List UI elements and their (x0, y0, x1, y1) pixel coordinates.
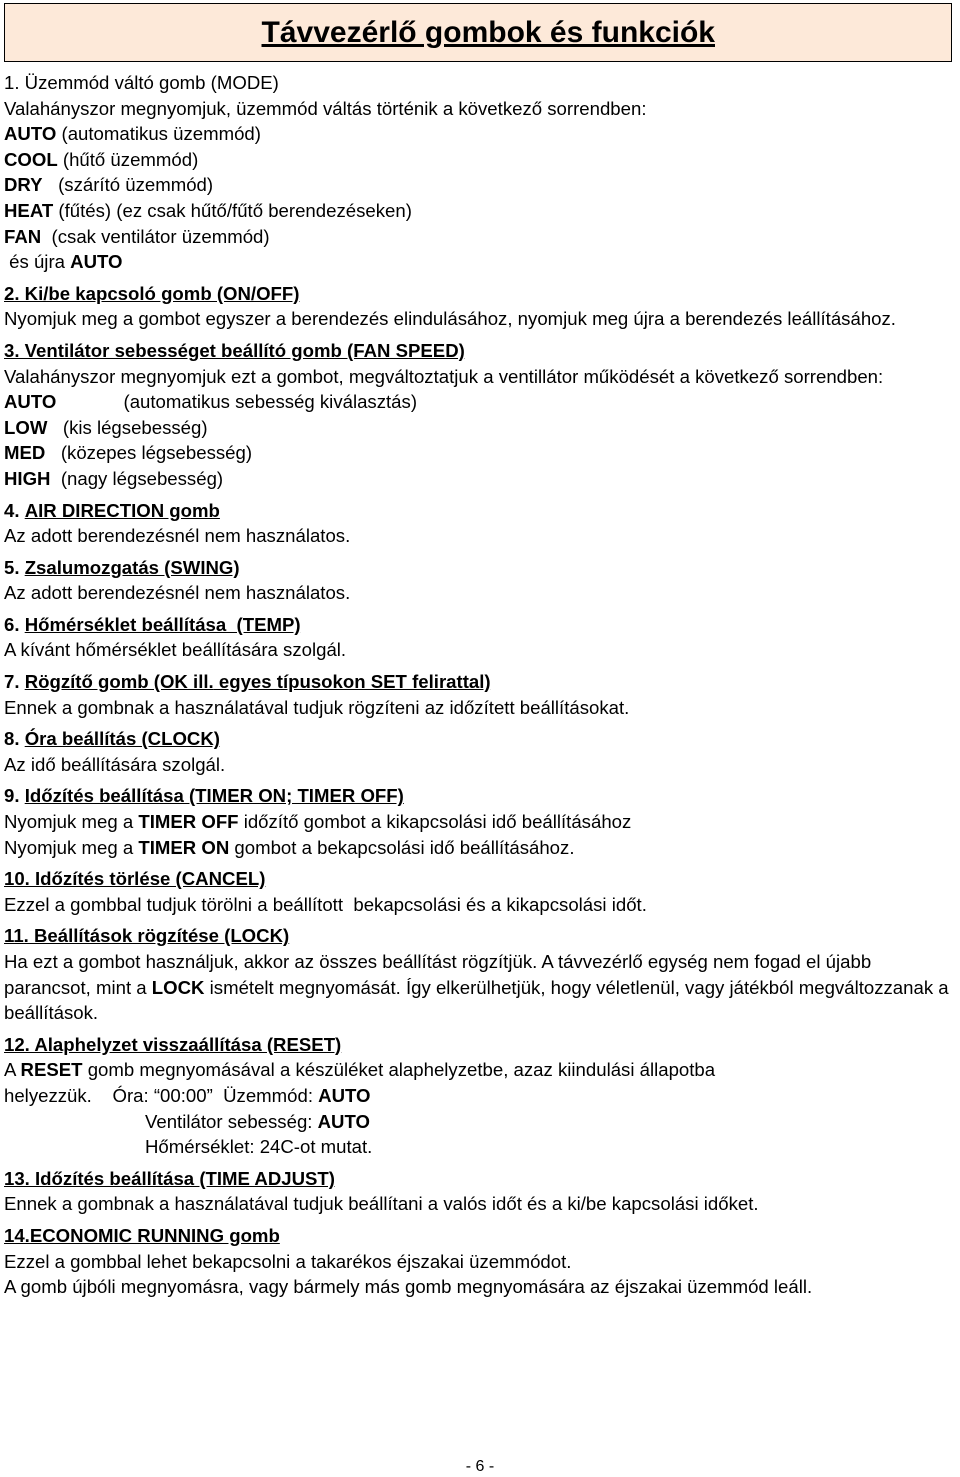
section-text: Nyomjuk meg a TIMER OFF időzítő gombot a kikapcsolási idő beállításához (4, 811, 632, 833)
section-text: Ezzel a gombbal tudjuk törölni a beállított bekapcsolási és a kikapcsolási időt. (4, 893, 647, 915)
section-text: Hőmérséklet: 24C-ot mutat. (145, 1136, 373, 1158)
title-box (4, 3, 952, 62)
section-heading: 3. Ventilátor sebességet beállító gomb (FAN SPEED) (4, 339, 465, 361)
mode-again: és újra AUTO (4, 251, 123, 273)
mode-item (4, 198, 954, 224)
section-temp (4, 612, 954, 663)
mode-key: AUTO (4, 123, 57, 145)
section-heading: 9. Időzítés beállítása (TIMER ON; TIMER OFF) (4, 785, 404, 807)
section-text: Az adott berendezésnél nem használatos. (4, 582, 351, 604)
mode-key: FAN (4, 225, 42, 247)
section-heading: 13. Időzítés beállítása (TIME ADJUST) (4, 1167, 335, 1189)
section-cancel (4, 866, 954, 917)
section-text: Ventilátor sebesség: AUTO (145, 1110, 370, 1132)
page-title: Távvezérlő gombok és funkciók (261, 16, 715, 49)
section-text: Ennek a gombnak a használatával tudjuk rögzíteni az időzített beállításokat. (4, 696, 630, 718)
section-swing (4, 555, 954, 606)
document-body (4, 70, 954, 1300)
section-text: Az adott berendezésnél nem használatos. (4, 525, 351, 547)
section-heading: 14.ECONOMIC RUNNING gomb (4, 1224, 280, 1246)
mode-desc: (fűtés) (ez csak hűtő/fűtő berendezéseken) (58, 199, 412, 221)
mode-item (4, 121, 954, 147)
section-air-direction (4, 498, 954, 549)
speed-item: HIGH (nagy légsebesség) (4, 467, 224, 489)
speed-item: MED (közepes légsebesség) (4, 442, 253, 464)
mode-desc: (hűtő üzemmód) (62, 148, 199, 170)
section-text: Valahányszor megnyomjuk ezt a gombot, megváltoztatjuk a ventillátor működését a következő sorrendben: (4, 365, 884, 387)
section-heading: 5. Zsalumozgatás (SWING) (4, 556, 240, 578)
page-number: - 6 - (465, 1458, 495, 1475)
section-heading: 7. Rögzítő gomb (OK ill. egyes típusokon SET felirattal) (4, 671, 491, 693)
section-heading: 10. Időzítés törlése (CANCEL) (4, 868, 266, 890)
section-heading: 2. Ki/be kapcsoló gomb (ON/OFF) (4, 282, 300, 304)
speed-item: AUTO (automatikus sebesség kiválasztás) (4, 391, 418, 413)
section-text: Ennek a gombnak a használatával tudjuk beállítani a valós időt és a ki/be kapcsolási időket. (4, 1193, 759, 1215)
section-text: A gomb újbóli megnyomásra, vagy bármely más gomb megnyomására az éjszakai üzemmód leáll. (4, 1276, 813, 1298)
mode-key: DRY (4, 174, 43, 196)
mode-desc: (csak ventilátor üzemmód) (51, 225, 270, 247)
mode-item (4, 172, 954, 198)
mode-desc: (szárító üzemmód) (58, 174, 214, 196)
section-text: helyezzük. Óra: “00:00” Üzemmód: AUTO (4, 1084, 371, 1106)
section-heading: 12. Alaphelyzet visszaállítása (RESET) (4, 1033, 342, 1055)
section-text: A kívánt hőmérséklet beállítására szolgál. (4, 639, 347, 661)
section-mode (4, 70, 954, 275)
section-text: A RESET gomb megnyomásával a készüléket alaphelyzetbe, azaz kiindulási állapotba (4, 1059, 716, 1081)
section-heading: 11. Beállítások rögzítése (LOCK) (4, 925, 290, 947)
section-text: Nyomjuk meg a gombot egyszer a berendezés elindulásához, nyomjuk meg újra a berendezés leállításához. (4, 308, 896, 330)
section-heading: 8. Óra beállítás (CLOCK) (4, 728, 220, 750)
section-text: Nyomjuk meg a TIMER ON gombot a bekapcsolási idő beállításához. (4, 836, 575, 858)
section-heading: 6. Hőmérséklet beállítása (TEMP) (4, 613, 301, 635)
mode-key: COOL (4, 148, 58, 170)
section-fan-speed (4, 338, 954, 492)
section-onoff (4, 281, 954, 332)
section-lock (4, 923, 954, 1025)
section-text: Ezzel a gombbal lehet bekapcsolni a takarékos éjszakai üzemmódot. (4, 1250, 572, 1272)
section-ok-set (4, 669, 954, 720)
section-time-adjust (4, 1166, 954, 1217)
section-economic (4, 1223, 954, 1300)
mode-item (4, 224, 954, 250)
section-text: Ha ezt a gombot használjuk, akkor az összes beállítást rögzítjük. A távvezérlő egység nem fogad el újabb parancsot, mint a LOCK ismételt megnyomását. Így elkerülhetjük, hogy véletlenül, vagy játékból megváltozzanak a beállítások. (4, 951, 949, 1024)
mode-desc: (automatikus üzemmód) (61, 123, 261, 145)
section-heading: 4. AIR DIRECTION gomb (4, 499, 220, 521)
section-reset (4, 1032, 954, 1160)
section-heading: 1. Üzemmód váltó gomb (MODE) (4, 72, 279, 93)
section-text: Valahányszor megnyomjuk, üzemmód váltás történik a következő sorrendben: (4, 97, 647, 119)
speed-item: LOW (kis légsebesség) (4, 416, 208, 438)
mode-item (4, 147, 954, 173)
section-clock (4, 726, 954, 777)
section-timer (4, 783, 954, 860)
section-text: Az idő beállítására szolgál. (4, 753, 226, 775)
mode-key: HEAT (4, 199, 54, 221)
